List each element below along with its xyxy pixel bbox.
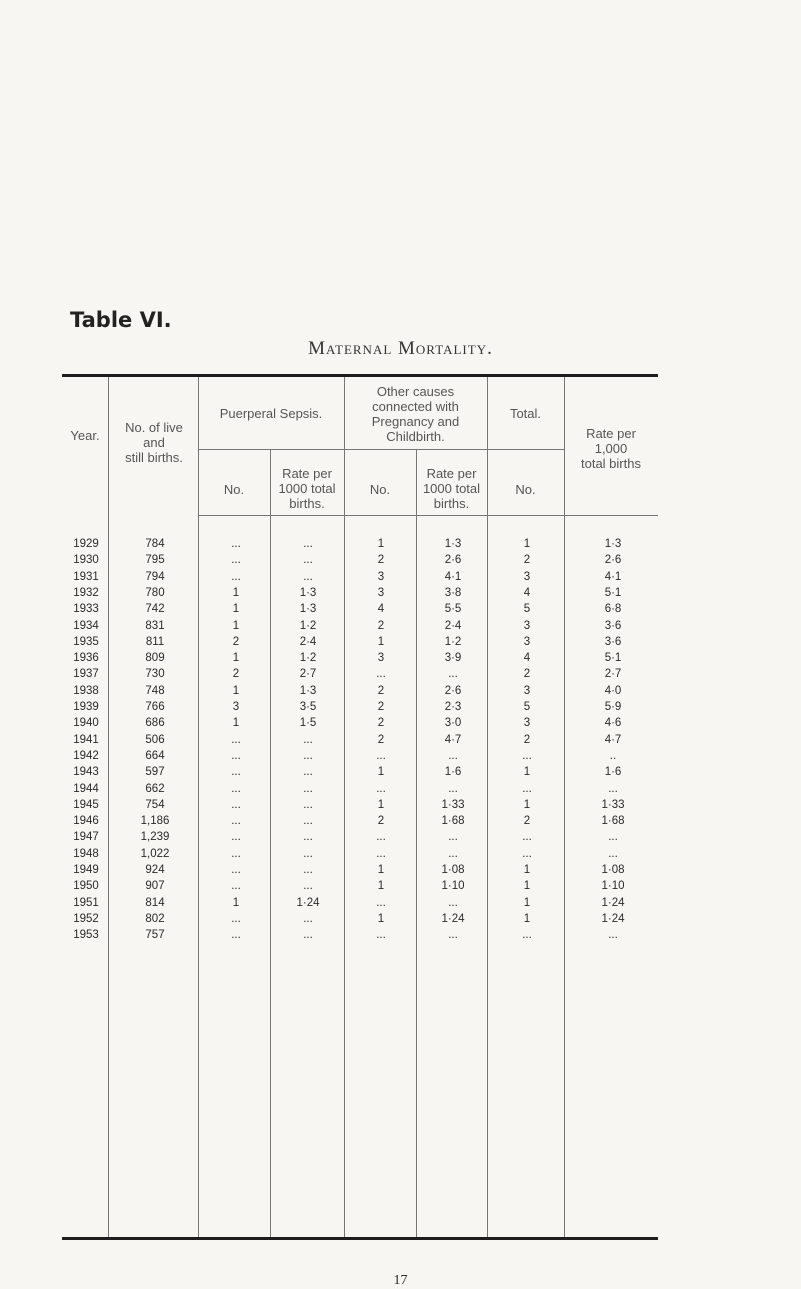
other-causes-no-cell: 1 — [377, 766, 385, 779]
total-no-cell: 3 — [523, 717, 531, 730]
other-causes-no-cell: 4 — [377, 603, 385, 616]
sepsis-rate-cell: 1·3 — [299, 684, 317, 697]
other-causes-rate-cell: ... — [448, 896, 458, 909]
sepsis-rate-cell: 1·24 — [296, 896, 320, 909]
total-rate-cell: ... — [608, 929, 618, 942]
sepsis-rate-cell: ... — [303, 749, 313, 762]
other-causes-no-cell: ... — [376, 831, 386, 844]
year-cell: 1935 — [73, 635, 99, 648]
births-cell: 757 — [145, 929, 165, 942]
births-cell: 748 — [145, 684, 165, 697]
births-cell: 664 — [145, 749, 165, 762]
year-cell: 1930 — [73, 554, 99, 567]
table-row — [0, 701, 801, 717]
sepsis-rate-cell: 1·3 — [299, 586, 317, 599]
sepsis-no-cell: ... — [231, 538, 241, 550]
total-no-cell: ... — [522, 749, 532, 762]
other-causes-rate-cell: 1·3 — [444, 538, 462, 550]
other-causes-no-cell: 1 — [377, 864, 385, 876]
other-causes-rate-cell: 4·1 — [444, 570, 462, 583]
year-cell: 1948 — [73, 847, 99, 860]
births-cell: 780 — [145, 586, 165, 599]
sepsis-no-cell: ... — [231, 733, 241, 746]
year-cell: 1952 — [73, 912, 99, 925]
sepsis-rate-cell: ... — [303, 798, 313, 811]
total-rate-cell: 3·6 — [604, 635, 622, 648]
other-causes-no-cell: 2 — [377, 701, 385, 713]
births-cell: 754 — [145, 798, 165, 811]
sepsis-no-cell: ... — [231, 766, 241, 779]
other-causes-rate-cell: 2·6 — [444, 684, 462, 697]
sepsis-no-cell: ... — [231, 847, 241, 860]
total-rate-cell: 4·6 — [604, 717, 622, 730]
total-rate-cell: 5·1 — [604, 586, 622, 599]
sepsis-rate-cell: 1·2 — [299, 619, 317, 632]
table-row — [0, 554, 801, 570]
total-no-cell: 1 — [523, 864, 531, 876]
total-no-cell: 3 — [523, 635, 531, 648]
table-row — [0, 848, 801, 864]
sepsis-rate-cell: ... — [303, 782, 313, 795]
year-cell: 1953 — [73, 929, 99, 942]
total-no-cell: 1 — [523, 798, 531, 811]
sepsis-rate-cell: ... — [303, 847, 313, 860]
year-cell: 1950 — [73, 880, 99, 893]
year-cell: 1942 — [73, 749, 99, 762]
total-no-cell: 5 — [523, 701, 531, 713]
total-rate-cell: 1·24 — [601, 896, 625, 909]
header-year: Year. — [70, 428, 100, 443]
other-causes-no-cell: 1 — [377, 538, 385, 550]
births-cell: 924 — [145, 864, 165, 876]
births-cell: 766 — [145, 701, 165, 713]
sepsis-rate-cell: ... — [303, 538, 313, 550]
table-row — [0, 668, 801, 684]
other-causes-no-cell: ... — [376, 896, 386, 909]
table-top-rule — [62, 374, 658, 377]
total-no-cell: 1 — [523, 538, 531, 550]
births-cell: 814 — [145, 896, 165, 909]
other-causes-no-cell: ... — [376, 847, 386, 860]
total-rate-cell: 1·3 — [604, 538, 622, 550]
sepsis-no-cell: ... — [231, 880, 241, 893]
year-cell: 1939 — [73, 701, 99, 713]
other-causes-rate-cell: 1·10 — [441, 880, 465, 893]
total-rate-cell: 1·10 — [601, 880, 625, 893]
other-causes-rate-cell: 1·68 — [441, 815, 465, 828]
table-row — [0, 897, 801, 913]
births-cell: 1,186 — [140, 815, 170, 828]
total-no-cell: 3 — [523, 619, 531, 632]
total-rate-cell: 1·68 — [601, 815, 625, 828]
sepsis-rate-cell: 1·2 — [299, 652, 317, 665]
year-cell: 1937 — [73, 668, 99, 681]
year-cell: 1949 — [73, 864, 99, 876]
total-no-cell: 1 — [523, 766, 531, 779]
other-causes-no-cell: 2 — [377, 554, 385, 567]
births-cell: 811 — [145, 635, 165, 648]
other-causes-rate-cell: ... — [448, 668, 458, 681]
other-causes-rate-cell: 3·9 — [444, 652, 462, 665]
total-rate-cell: 2·7 — [604, 668, 622, 681]
header-total-rate: Rate per 1,000 total births — [581, 426, 641, 471]
header-oc-rate: Rate per 1000 total births. — [422, 466, 481, 511]
other-causes-rate-cell: ... — [448, 749, 458, 762]
table-row — [0, 620, 801, 636]
table-row — [0, 652, 801, 668]
births-cell: 907 — [145, 880, 165, 893]
total-no-cell: 2 — [523, 815, 531, 828]
year-cell: 1943 — [73, 766, 99, 779]
sepsis-rate-cell: ... — [303, 880, 313, 893]
total-rate-cell: 5·1 — [604, 652, 622, 665]
sepsis-rate-cell: ... — [303, 733, 313, 746]
sepsis-rate-cell: ... — [303, 912, 313, 925]
table-row — [0, 538, 801, 554]
year-cell: 1931 — [73, 570, 99, 583]
table-row — [0, 717, 801, 733]
year-cell: 1932 — [73, 586, 99, 599]
sepsis-no-cell: ... — [231, 749, 241, 762]
sepsis-rate-cell: ... — [303, 831, 313, 844]
year-cell: 1933 — [73, 603, 99, 616]
sepsis-rate-cell: ... — [303, 570, 313, 583]
other-causes-no-cell: 2 — [377, 733, 385, 746]
other-causes-rate-cell: 4·7 — [444, 733, 462, 746]
total-rate-cell: 4·7 — [604, 733, 622, 746]
sepsis-rate-cell: ... — [303, 864, 313, 876]
sepsis-rate-cell: 1·3 — [299, 603, 317, 616]
sepsis-no-cell: 1 — [232, 717, 240, 730]
page-number: 17 — [393, 1273, 408, 1288]
sepsis-rate-cell: 1·5 — [299, 717, 317, 730]
sepsis-no-cell: 2 — [232, 635, 240, 648]
sepsis-no-cell: ... — [231, 782, 241, 795]
table-row — [0, 783, 801, 799]
other-causes-rate-cell: 2·3 — [444, 701, 462, 713]
births-cell: 1,239 — [140, 831, 170, 844]
total-no-cell: ... — [522, 847, 532, 860]
table-row — [0, 766, 801, 782]
table-row — [0, 880, 801, 896]
other-causes-no-cell: 2 — [377, 717, 385, 730]
header-ps-rate: Rate per 1000 total births. — [278, 466, 336, 511]
sepsis-rate-cell: ... — [303, 929, 313, 942]
sepsis-no-cell: 2 — [232, 668, 240, 681]
births-cell: 784 — [145, 538, 165, 550]
other-causes-no-cell: 3 — [377, 570, 385, 583]
total-rate-cell: 2·6 — [604, 554, 622, 567]
sepsis-no-cell: 1 — [232, 586, 240, 599]
other-causes-rate-cell: 3·8 — [444, 586, 462, 599]
table-row — [0, 815, 801, 831]
other-causes-no-cell: 2 — [377, 619, 385, 632]
other-causes-rate-cell: 1·2 — [444, 635, 462, 648]
other-causes-no-cell: 1 — [377, 912, 385, 925]
table-row — [0, 636, 801, 652]
year-cell: 1945 — [73, 798, 99, 811]
births-cell: 506 — [145, 733, 165, 746]
other-causes-rate-cell: 2·6 — [444, 554, 462, 567]
total-no-cell: 5 — [523, 603, 531, 616]
sepsis-no-cell: ... — [231, 570, 241, 583]
total-rate-cell: 1·33 — [601, 798, 625, 811]
total-no-cell: 4 — [523, 586, 531, 599]
table-row — [0, 913, 801, 929]
header-bottom-rule — [198, 515, 658, 516]
sepsis-no-cell: 1 — [232, 896, 240, 909]
other-causes-rate-cell: 1·08 — [441, 864, 465, 876]
other-causes-no-cell: ... — [376, 668, 386, 681]
header-tot-no: No. — [515, 482, 536, 497]
sepsis-no-cell: ... — [231, 831, 241, 844]
table-row — [0, 587, 801, 603]
births-cell: 742 — [145, 603, 165, 616]
total-no-cell: 2 — [523, 554, 531, 567]
page-title: Maternal Mortality. — [308, 338, 493, 359]
other-causes-rate-cell: ... — [448, 929, 458, 942]
sepsis-rate-cell: ... — [303, 815, 313, 828]
year-cell: 1944 — [73, 782, 99, 795]
year-cell: 1947 — [73, 831, 99, 844]
sepsis-no-cell: 1 — [232, 684, 240, 697]
other-causes-no-cell: ... — [376, 929, 386, 942]
total-rate-cell: 3·6 — [604, 619, 622, 632]
other-causes-no-cell: 1 — [377, 798, 385, 811]
total-rate-cell: 6·8 — [604, 603, 622, 616]
other-causes-no-cell: 2 — [377, 815, 385, 828]
table-row — [0, 685, 801, 701]
table-label: Table VI. — [70, 308, 172, 332]
header-births: No. of live and still births. — [125, 420, 183, 465]
sepsis-no-cell: 3 — [232, 701, 240, 713]
sepsis-rate-cell: ... — [303, 554, 313, 567]
sepsis-no-cell: ... — [231, 815, 241, 828]
year-cell: 1929 — [73, 538, 99, 550]
total-rate-cell: ... — [608, 847, 618, 860]
header-ps-no: No. — [223, 482, 245, 497]
births-cell: 802 — [145, 912, 165, 925]
sepsis-no-cell: ... — [231, 912, 241, 925]
births-cell: 795 — [145, 554, 165, 567]
year-cell: 1951 — [73, 896, 99, 909]
table-bottom-rule — [62, 1237, 658, 1240]
total-no-cell: 1 — [523, 896, 531, 909]
table-row — [0, 864, 801, 880]
total-no-cell: 2 — [523, 668, 531, 681]
total-no-cell: 2 — [523, 733, 531, 746]
year-cell: 1936 — [73, 652, 99, 665]
sepsis-rate-cell: 2·4 — [299, 635, 317, 648]
table-row — [0, 831, 801, 847]
sepsis-no-cell: ... — [231, 929, 241, 942]
other-causes-no-cell: 2 — [377, 684, 385, 697]
total-no-cell: 1 — [523, 912, 531, 925]
other-causes-rate-cell: 3·0 — [444, 717, 462, 730]
table-row — [0, 750, 801, 766]
other-causes-rate-cell: 2·4 — [444, 619, 462, 632]
header-other-causes: Other causes connected with Pregnancy and Childbirth. — [371, 384, 460, 444]
sepsis-no-cell: ... — [231, 864, 241, 876]
other-causes-rate-cell: 1·6 — [444, 766, 462, 779]
other-causes-rate-cell: ... — [448, 847, 458, 860]
table-row — [0, 734, 801, 750]
header-sub-rule — [198, 449, 564, 450]
total-rate-cell: ... — [608, 831, 618, 844]
total-rate-cell: 4·0 — [604, 684, 622, 697]
table-row — [0, 603, 801, 619]
year-cell: 1938 — [73, 684, 99, 697]
births-cell: 831 — [145, 619, 165, 632]
total-rate-cell: .. — [609, 749, 617, 762]
other-causes-rate-cell: ... — [448, 782, 458, 795]
sepsis-no-cell: 1 — [232, 603, 240, 616]
births-cell: 730 — [145, 668, 165, 681]
total-rate-cell: 1·6 — [604, 766, 622, 779]
header-total: Total. — [509, 406, 542, 421]
births-cell: 809 — [145, 652, 165, 665]
total-no-cell: 3 — [523, 570, 531, 583]
sepsis-no-cell: 1 — [232, 652, 240, 665]
table-row — [0, 929, 801, 945]
other-causes-no-cell: ... — [376, 782, 386, 795]
total-rate-cell: 1·08 — [601, 864, 625, 876]
sepsis-rate-cell: ... — [303, 766, 313, 779]
births-cell: 1,022 — [140, 847, 170, 860]
total-no-cell: ... — [522, 831, 532, 844]
table-row — [0, 571, 801, 587]
births-cell: 662 — [145, 782, 165, 795]
year-cell: 1934 — [73, 619, 99, 632]
total-rate-cell: 5·9 — [604, 701, 622, 713]
other-causes-rate-cell: 1·24 — [441, 912, 465, 925]
total-no-cell: 3 — [523, 684, 531, 697]
total-rate-cell: 1·24 — [601, 912, 625, 925]
sepsis-rate-cell: 2·7 — [299, 668, 317, 681]
sepsis-no-cell: 1 — [232, 619, 240, 632]
other-causes-no-cell: ... — [376, 749, 386, 762]
header-puerperal-sepsis: Puerperal Sepsis. — [219, 406, 323, 421]
other-causes-rate-cell: ... — [448, 831, 458, 844]
other-causes-no-cell: 1 — [377, 880, 385, 893]
year-cell: 1946 — [73, 815, 99, 828]
year-cell: 1941 — [73, 733, 99, 746]
sepsis-no-cell: ... — [231, 798, 241, 811]
total-no-cell: 1 — [523, 880, 531, 893]
other-causes-no-cell: 1 — [377, 635, 385, 648]
sepsis-rate-cell: 3·5 — [299, 701, 317, 713]
table-row — [0, 799, 801, 815]
total-no-cell: 4 — [523, 652, 531, 665]
total-no-cell: ... — [522, 782, 532, 795]
other-causes-no-cell: 3 — [377, 652, 385, 665]
births-cell: 686 — [145, 717, 165, 730]
other-causes-rate-cell: 5·5 — [444, 603, 462, 616]
year-cell: 1940 — [73, 717, 99, 730]
total-rate-cell: 4·1 — [604, 570, 622, 583]
births-cell: 597 — [145, 766, 165, 779]
births-cell: 794 — [145, 570, 165, 583]
other-causes-no-cell: 3 — [377, 586, 385, 599]
header-oc-no: No. — [369, 482, 391, 497]
sepsis-no-cell: ... — [231, 554, 241, 567]
total-no-cell: ... — [522, 929, 532, 942]
other-causes-rate-cell: 1·33 — [441, 798, 465, 811]
total-rate-cell: ... — [608, 782, 618, 795]
